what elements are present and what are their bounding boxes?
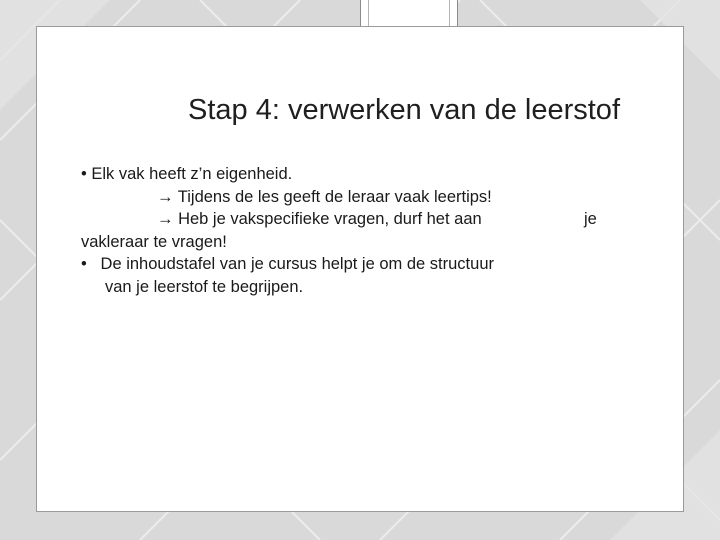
slide-title: Stap 4: verwerken van de leerstof — [187, 94, 620, 126]
slide-panel — [36, 26, 684, 512]
bullet-line-1: • Elk vak heeft z’n eigenheid. — [81, 165, 293, 183]
slide-body — [81, 163, 641, 298]
continuation-line: vakleraar te vragen! — [81, 232, 227, 251]
wrapped-word: je — [584, 210, 597, 228]
arrow-line-tips: → Tijdens de les geeft de leraar vaak leertips! — [157, 187, 492, 206]
bullet-line-2-continuation: van je leerstof te begrijpen. — [105, 277, 304, 296]
bullet-line-2: • De inhoudstafel van je cursus helpt je om de structuur — [81, 255, 494, 273]
arrow-line-questions: → Heb je vakspecifieke vragen, durf het aan — [157, 210, 482, 228]
